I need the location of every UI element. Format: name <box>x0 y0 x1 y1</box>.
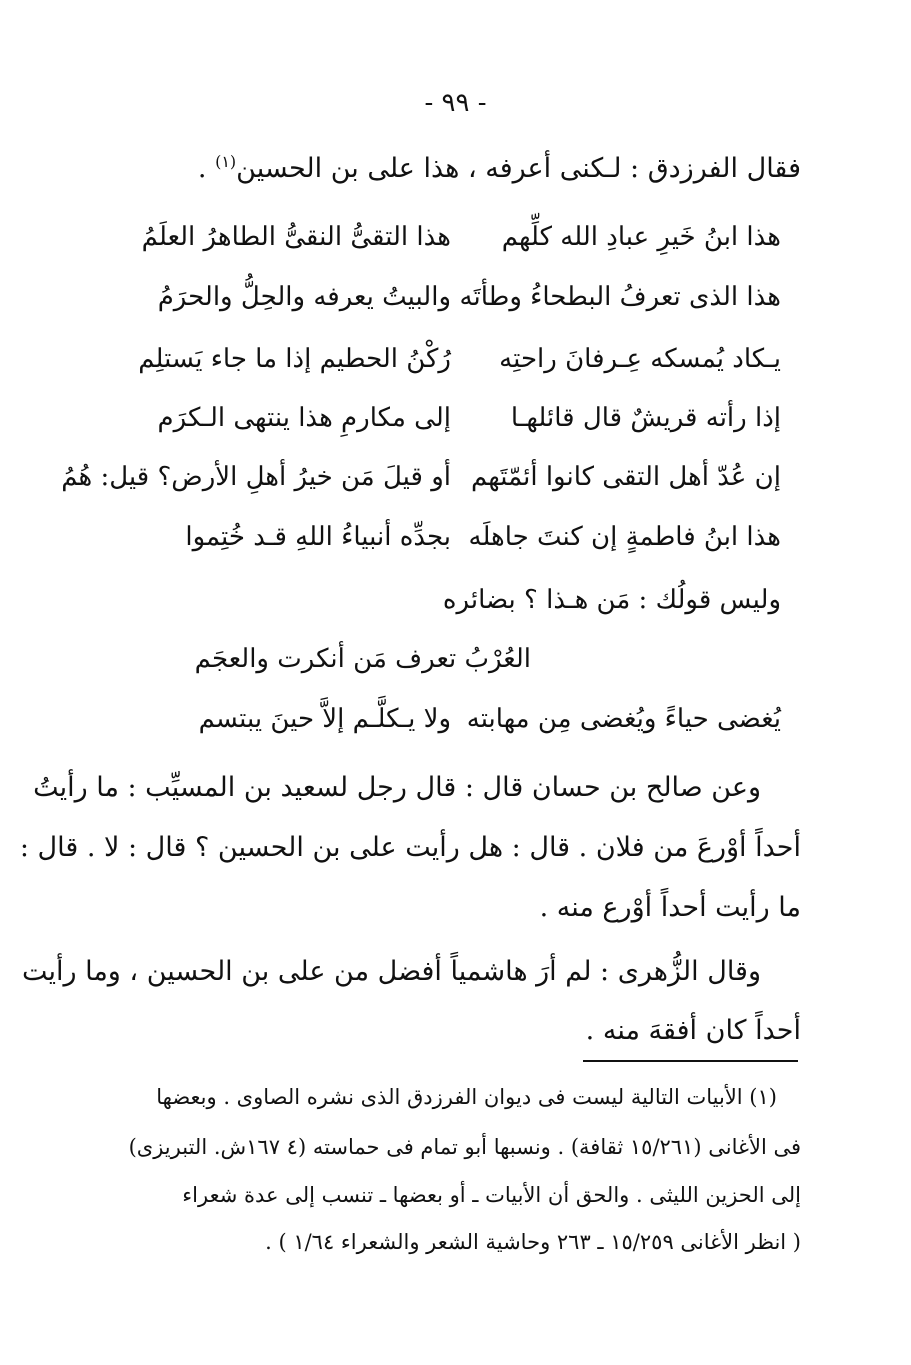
verse-4 <box>120 403 781 447</box>
verse-first-hemistich: هذا ابنُ فاطمةٍ إن كنتَ جاهلَه <box>468 522 781 552</box>
page-number: - ٩٩ - <box>424 88 487 118</box>
verse-first-hemistich: إذا رأته قريشٌ قال قائلهـا <box>510 403 781 433</box>
footnote-line: (١) الأبيات التالية ليست فى ديوان الفرزدق الذى نشره الصاوى . وبعضها <box>156 1085 777 1109</box>
verse-first-hemistich: إن عُدّ أهل التقى كانوا أئمّتَهم <box>470 462 781 492</box>
footnote-divider <box>583 1060 798 1062</box>
prose-line: وقال الزُّهرى : لم أرَ هاشمياً أفضل من على بن الحسين ، وما رأيت <box>21 956 761 987</box>
footnote-line: إلى الحزين الليثى . والحق أن الأبيات ـ أو بعضها ـ تنسب إلى عدة شعراء <box>182 1183 801 1207</box>
verse-second-hemistich: رُكْنُ الحطيم إذا ما جاء يَستلِم <box>138 344 451 374</box>
prose-line: ما رأيت أحداً أوْرع منه . <box>539 892 801 923</box>
verse-second-hemistich: أو قيلَ مَن خيرُ أهلِ الأرض؟ قيل: هُمُ <box>61 462 451 492</box>
verse-1 <box>120 222 781 266</box>
verse-first-hemistich: هذا ابنُ خَيرِ عبادِ الله كلِّهم <box>501 222 781 252</box>
verse-first-hemistich: يُغضى حياءً ويُغضى مِن مهابته <box>466 704 781 734</box>
verse-5 <box>61 462 781 506</box>
verse-second-hemistich: والبيتُ يعرفه والحِلُّ والحرَمُ <box>157 282 451 312</box>
verse-second-hemistich: بجدِّه أنبياءُ اللهِ قـد خُتِموا <box>185 522 451 552</box>
verse-3 <box>120 344 781 388</box>
verse-8 <box>120 704 781 748</box>
verse-second-hemistich: إلى مكارمِ هذا ينتهى الـكرَم <box>157 403 451 433</box>
verse-second-hemistich: ولا يـكلَّـم إلاَّ حينَ يبتسم <box>198 704 451 734</box>
verse-first-hemistich: يـكاد يُمسكه عِـرفانَ راحتِه <box>499 344 781 374</box>
verse-second-hemistich: هذا التقىُّ النقىُّ الطاهرُ العلَمُ <box>141 222 451 252</box>
footnote-ref: (١) <box>215 152 237 171</box>
prose-line: وعن صالح بن حسان قال : قال رجل لسعيد بن المسيِّب : ما رأيتُ <box>33 772 761 803</box>
intro-end: . <box>197 153 207 184</box>
verse-first-hemistich: هذا الذى تعرفُ البطحاءُ وطأتَه <box>459 282 781 312</box>
verse-7-first: وليس قولُك : مَن هـذا ؟ بضائره <box>442 585 781 615</box>
verse-2 <box>120 282 781 326</box>
intro-line <box>130 152 801 184</box>
prose-line: أحداً كان أفقهَ منه . <box>585 1015 801 1046</box>
verse-6 <box>120 522 781 566</box>
intro-text: فقال الفرزدق : لـكنى أعرفه ، هذا على بن الحسين <box>236 153 801 184</box>
prose-line: أحداً أوْرعَ من فلان . قال : هل رأيت على بن الحسين ؟ قال : لا . قال : <box>19 832 801 863</box>
footnote-line: فى الأغانى (١٥/٢٦١ ثقافة) . ونسبها أبو تمام فى حماسته (٤ ١٦٧ش. التبريزى) <box>128 1135 801 1159</box>
footnote-line: ( انظر الأغانى ١٥/٢٥٩ ـ ٢٦٣ وحاشية الشعر والشعراء ١/٦٤ ) . <box>265 1230 801 1254</box>
verse-7-second: العُرْبُ تعرف مَن أنكرت والعجَم <box>194 644 531 674</box>
